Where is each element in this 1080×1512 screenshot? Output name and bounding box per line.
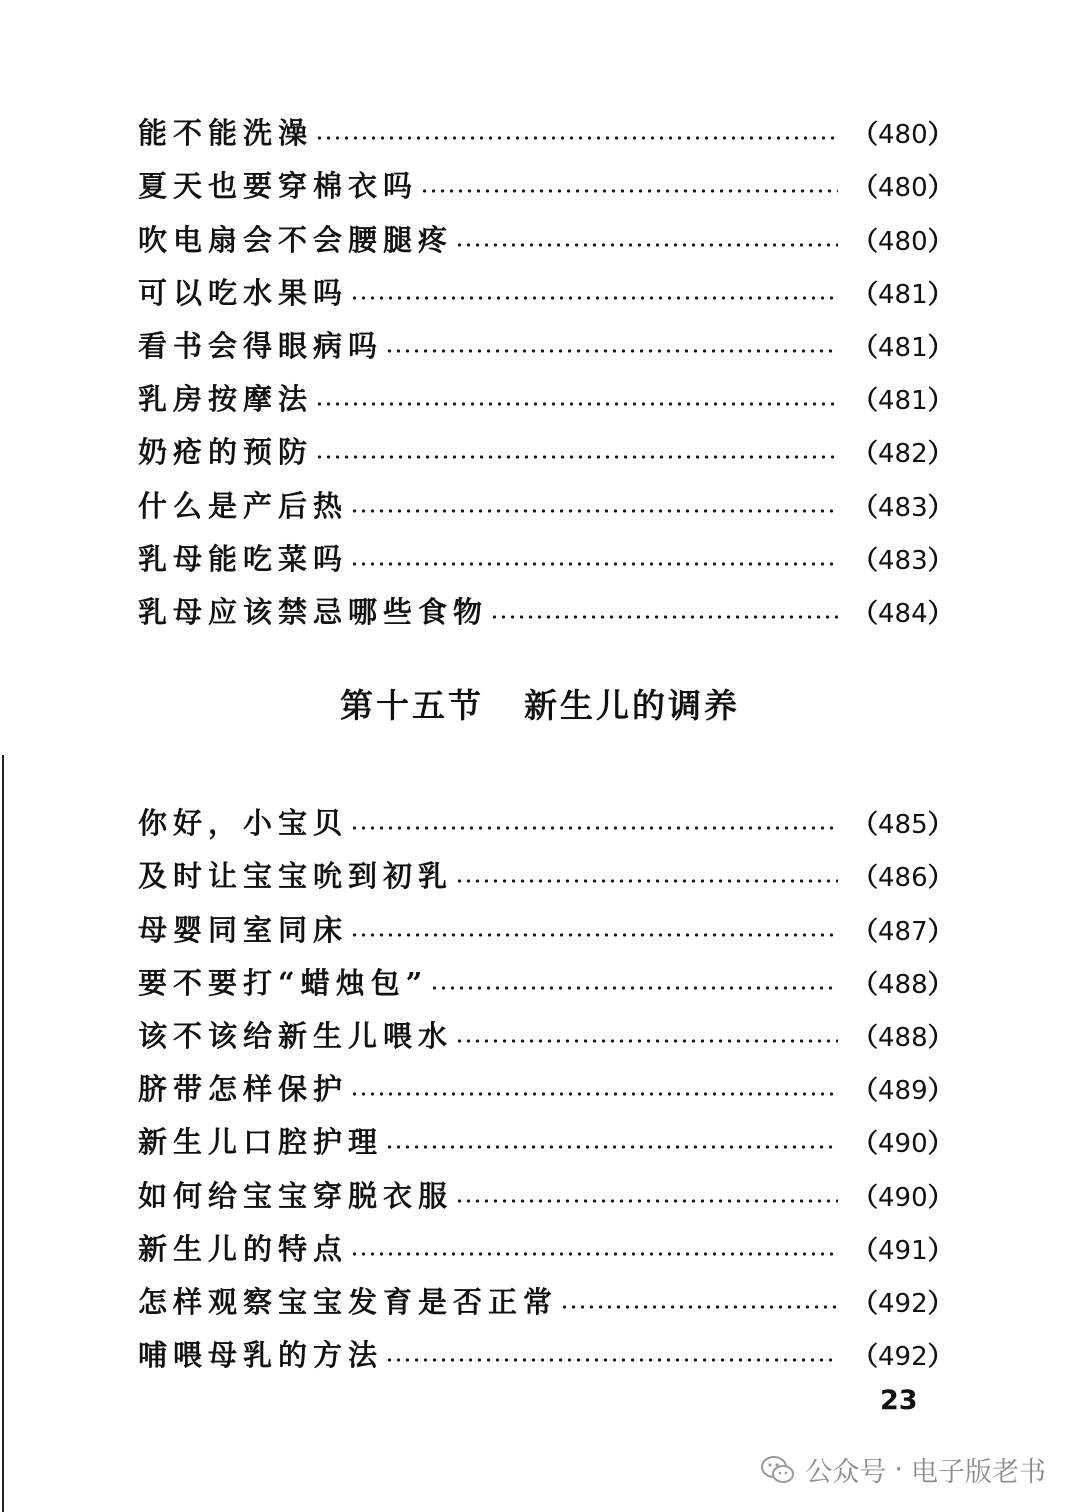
toc-entry-title: 哺喂母乳的方法 — [138, 1338, 384, 1373]
dot-leader — [315, 136, 838, 140]
paren-open: （ — [852, 1288, 879, 1319]
paren-open: （ — [852, 1182, 879, 1213]
dot-leader — [385, 349, 838, 353]
page-number: 23 — [880, 1385, 918, 1416]
toc-entry — [138, 148, 954, 204]
toc-entry-title: 吹电扇会不会腰腿疼 — [138, 222, 454, 257]
toc-entry-page — [852, 120, 954, 151]
paren-close: ） — [927, 332, 954, 363]
paren-close: ） — [927, 863, 954, 894]
paren-open: （ — [852, 279, 879, 310]
toc-entry-title: 及时让宝宝吮到初乳 — [138, 859, 454, 894]
paren-open: （ — [852, 1076, 879, 1107]
toc-entry-title: 能不能洗澡 — [138, 116, 314, 151]
toc-entry-title: 乳房按摩法 — [138, 382, 314, 417]
toc-entry-title: 奶疮的预防 — [138, 435, 314, 470]
wechat-icon — [761, 1455, 795, 1485]
toc-entry-title: 该不该给新生儿喂水 — [138, 1018, 454, 1053]
page-ref: 481 — [878, 386, 928, 417]
page-ref: 484 — [878, 598, 928, 629]
paren-close: ） — [927, 1235, 954, 1266]
paren-open: （ — [852, 1022, 879, 1053]
toc-entry — [138, 574, 954, 629]
section-number: 第十五节 — [340, 686, 484, 725]
dot-leader — [350, 296, 838, 300]
watermark-separator: · — [894, 1454, 903, 1485]
toc-entry-title: 乳母应该禁忌哪些食物 — [138, 594, 489, 629]
page-ref: 488 — [878, 969, 928, 1000]
page-ref: 490 — [878, 1129, 928, 1160]
page-ref: 481 — [878, 279, 928, 310]
toc-entry — [138, 201, 954, 257]
page-ref: 480 — [878, 120, 928, 151]
paren-open: （ — [852, 226, 879, 257]
paren-close: ） — [927, 439, 954, 470]
toc-entry — [138, 467, 954, 523]
page-ref: 489 — [878, 1076, 928, 1107]
toc-entry — [138, 95, 954, 151]
paren-close: ） — [927, 386, 954, 417]
toc-entry-title: 母婴同室同床 — [138, 912, 349, 947]
paren-open: （ — [852, 1342, 879, 1373]
toc-entry-page — [852, 1342, 954, 1373]
toc-entry-title: 脐带怎样保护 — [138, 1072, 349, 1107]
watermark — [761, 1450, 1046, 1489]
dot-leader — [455, 1199, 838, 1203]
dot-leader — [455, 1039, 838, 1043]
paren-open: （ — [852, 810, 879, 841]
toc-entry — [138, 1317, 954, 1373]
toc-entry-page — [852, 1022, 954, 1053]
paren-open: （ — [852, 439, 879, 470]
watermark-source: 公众号 — [805, 1457, 887, 1488]
paren-open: （ — [852, 332, 879, 363]
paren-open: （ — [852, 916, 879, 947]
dot-leader — [315, 402, 838, 406]
toc-entry-title: 怎样观察宝宝发育是否正常 — [138, 1284, 559, 1319]
toc-entry-page — [852, 1129, 954, 1160]
toc-entry-page — [852, 1182, 954, 1213]
dot-leader — [315, 455, 838, 459]
paren-close: ） — [927, 1022, 954, 1053]
page-ref: 482 — [878, 439, 928, 470]
toc-entry — [138, 838, 954, 894]
paren-close: ） — [927, 226, 954, 257]
toc-entry — [138, 945, 954, 1000]
dot-leader — [430, 986, 838, 990]
toc-entry-page — [852, 863, 954, 894]
page-ref: 492 — [878, 1288, 928, 1319]
toc-list-second — [138, 785, 954, 1373]
scan-edge-line — [2, 755, 4, 1512]
paren-close: ） — [927, 916, 954, 947]
toc-entry-title: 新生儿的特点 — [138, 1231, 349, 1266]
paren-close: ） — [927, 598, 954, 629]
paren-close: ） — [927, 969, 954, 1000]
toc-entry-title: 夏天也要穿棉衣吗 — [138, 169, 419, 204]
page-ref: 492 — [878, 1342, 928, 1373]
paren-close: ） — [927, 1182, 954, 1213]
toc-entry-title: 如何给宝宝穿脱衣服 — [138, 1178, 454, 1213]
toc-entry — [138, 1264, 954, 1319]
toc-entry-page — [852, 492, 954, 523]
toc-entry-title: 新生儿口腔护理 — [138, 1125, 384, 1160]
paren-open: （ — [852, 173, 879, 204]
toc-entry-title: 要不要打“蜡烛包” — [138, 965, 429, 1000]
paren-open: （ — [852, 120, 879, 151]
page-ref: 491 — [878, 1235, 928, 1266]
paren-open: （ — [852, 545, 879, 576]
paren-open: （ — [852, 386, 879, 417]
dot-leader — [350, 826, 838, 830]
paren-open: （ — [852, 598, 879, 629]
paren-close: ） — [927, 120, 954, 151]
paren-close: ） — [927, 1288, 954, 1319]
toc-entry-page — [852, 386, 954, 417]
dot-leader — [385, 1358, 838, 1362]
paren-close: ） — [927, 173, 954, 204]
paren-close: ） — [927, 810, 954, 841]
toc-entry-title: 看书会得眼病吗 — [138, 328, 384, 363]
toc-entry — [138, 361, 954, 417]
section-heading — [0, 680, 1080, 727]
paren-open: （ — [852, 863, 879, 894]
dot-leader — [350, 933, 838, 937]
page-ref: 487 — [878, 916, 928, 947]
page-ref: 485 — [878, 810, 928, 841]
page-ref: 483 — [878, 492, 928, 523]
paren-open: （ — [852, 492, 879, 523]
paren-close: ） — [927, 545, 954, 576]
toc-list-first — [138, 95, 954, 629]
page-ref: 490 — [878, 1182, 928, 1213]
section-title: 新生儿的调养 — [524, 686, 740, 725]
toc-entry-page — [852, 916, 954, 947]
toc-entry — [138, 998, 954, 1053]
toc-entry — [138, 308, 954, 363]
toc-entry-page — [852, 1235, 954, 1266]
dot-leader — [420, 189, 838, 193]
dot-leader — [385, 1145, 838, 1149]
paren-close: ） — [927, 492, 954, 523]
paren-close: ） — [927, 1342, 954, 1373]
page-ref: 480 — [878, 173, 928, 204]
toc-entry-title: 可以吃水果吗 — [138, 275, 349, 310]
dot-leader — [350, 1092, 838, 1096]
toc-entry — [138, 1157, 954, 1213]
paren-open: （ — [852, 1129, 879, 1160]
page-ref: 486 — [878, 863, 928, 894]
toc-entry — [138, 1051, 954, 1107]
toc-entry-page — [852, 226, 954, 257]
toc-entry-title: 乳母能吃菜吗 — [138, 541, 349, 576]
toc-entry-page — [852, 1288, 954, 1319]
page-ref: 483 — [878, 545, 928, 576]
toc-entry-page — [852, 545, 954, 576]
dot-leader — [350, 562, 838, 566]
watermark-name: 电子版老书 — [911, 1457, 1046, 1488]
toc-entry — [138, 1104, 954, 1160]
page-ref: 488 — [878, 1022, 928, 1053]
toc-entry — [138, 891, 954, 947]
toc-entry-title: 你好，小宝贝 — [138, 806, 349, 841]
toc-entry-page — [852, 810, 954, 841]
toc-entry-title: 什么是产后热 — [138, 488, 349, 523]
toc-entry-page — [852, 598, 954, 629]
toc-entry — [138, 1211, 954, 1266]
dot-leader — [350, 1252, 838, 1256]
paren-close: ） — [927, 1129, 954, 1160]
paren-open: （ — [852, 969, 879, 1000]
toc-entry — [138, 521, 954, 576]
paren-close: ） — [927, 279, 954, 310]
dot-leader — [455, 243, 838, 247]
paren-close: ） — [927, 1076, 954, 1107]
toc-entry-page — [852, 439, 954, 470]
dot-leader — [350, 509, 838, 513]
toc-entry-page — [852, 332, 954, 363]
toc-entry-page — [852, 279, 954, 310]
page-ref: 480 — [878, 226, 928, 257]
page-ref: 481 — [878, 332, 928, 363]
dot-leader — [455, 879, 838, 883]
paren-open: （ — [852, 1235, 879, 1266]
dot-leader — [560, 1305, 838, 1309]
toc-entry-page — [852, 173, 954, 204]
toc-entry — [138, 785, 954, 841]
toc-entry-page — [852, 1076, 954, 1107]
toc-entry-page — [852, 969, 954, 1000]
dot-leader — [490, 615, 838, 619]
toc-entry — [138, 414, 954, 470]
toc-entry — [138, 255, 954, 310]
